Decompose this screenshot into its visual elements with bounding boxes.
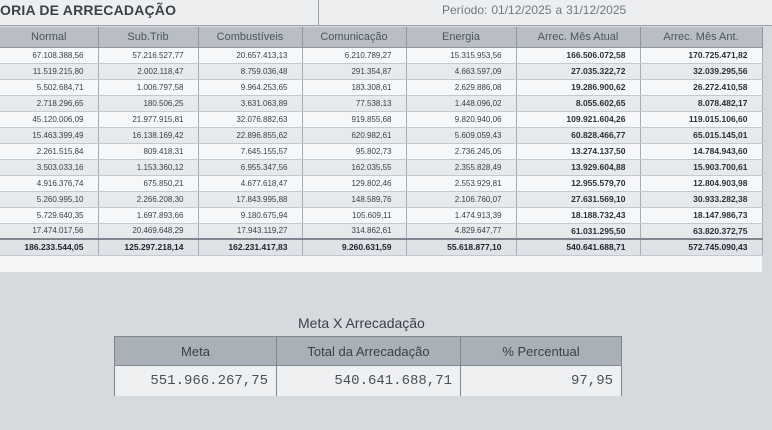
cell-normal: 2.718.296,65 [0,95,98,111]
cell-subtrib: 57.216.527,77 [98,47,198,63]
cell-combustiveis: 4.677.618,47 [198,175,302,191]
cell-combustiveis: 8.759.036,48 [198,63,302,79]
meta-title: Meta X Arrecadação [298,315,425,331]
cell-subtrib: 809.418,31 [98,143,198,159]
cell-subtrib: 675.850,21 [98,175,198,191]
column-header-combustiveis[interactable]: Combustíveis [198,27,302,47]
cell-energia: 5.609.059,43 [406,127,516,143]
cell-combustiveis: 20.657.413,13 [198,47,302,63]
cell-energia: 4.829.647,77 [406,223,516,239]
cell-arrec-mes-atual: 12.955.579,70 [516,175,640,191]
cell-subtrib: 20.469.648,29 [98,223,198,239]
cell-comunicacao: 77.538,13 [302,95,406,111]
meta-header-goal: Meta [115,337,277,366]
meta-header-total: Total da Arrecadação [277,337,461,366]
table-header-row [0,27,762,47]
cell-arrec-mes-atual: 19.286.900,62 [516,79,640,95]
cell-energia: 1.448.096,02 [406,95,516,111]
cell-combustiveis: 7.645.155,57 [198,143,302,159]
cell-subtrib: 1.153.360,12 [98,159,198,175]
table-row[interactable] [0,127,762,143]
table-row[interactable] [0,207,762,223]
cell-normal: 5.502.684,71 [0,79,98,95]
cell-arrec-mes-ant: 65.015.145,01 [640,127,762,143]
cell-comunicacao: 95.802,73 [302,143,406,159]
cell-subtrib: 180.506,25 [98,95,198,111]
cell-arrec-mes-ant: 63.820.372,75 [640,223,762,239]
cell-normal: 5.729.640,35 [0,207,98,223]
cell-arrec-mes-atual: 13.929.604,88 [516,159,640,175]
cell-normal: 2.261.515,84 [0,143,98,159]
column-header-comunicacao[interactable]: Comunicação [302,27,406,47]
cell-comunicacao: 148.589,76 [302,191,406,207]
cell-arrec-mes-atual: 27.035.322,72 [516,63,640,79]
table-row[interactable] [0,143,762,159]
cell-combustiveis: 22.896.855,62 [198,127,302,143]
cell-arrec-mes-ant: 119.015.106,60 [640,111,762,127]
report-title: ORIA DE ARRECADAÇÃO [0,2,177,18]
cell-normal: 5.260.995,10 [0,191,98,207]
total-combustiveis: 162.231.417,83 [198,239,302,255]
cell-subtrib: 2.002.118,47 [98,63,198,79]
column-header-energia[interactable]: Energia [406,27,516,47]
cell-arrec-mes-atual: 13.274.137,50 [516,143,640,159]
cell-normal: 67.108.388,56 [0,47,98,63]
total-energia: 55.618.877,10 [406,239,516,255]
cell-energia: 15.315.953,56 [406,47,516,63]
meta-comparison-table [114,336,622,396]
cell-comunicacao: 183.308,61 [302,79,406,95]
cell-arrec-mes-ant: 18.147.986,73 [640,207,762,223]
column-header-subtrib[interactable]: Sub.Trib [98,27,198,47]
table-row[interactable] [0,159,762,175]
cell-combustiveis: 17.943.119,27 [198,223,302,239]
meta-header-percent: % Percentual [461,337,621,366]
cell-normal: 17.474.017,56 [0,223,98,239]
total-comunicacao: 9.260.631,59 [302,239,406,255]
header-divider [318,0,319,26]
cell-arrec-mes-atual: 60.828.466,77 [516,127,640,143]
cell-arrec-mes-atual: 27.631.569,10 [516,191,640,207]
cell-comunicacao: 6.210.789,27 [302,47,406,63]
cell-subtrib: 1.006.797,58 [98,79,198,95]
meta-total-value: 540.641.688,71 [277,366,461,396]
cell-combustiveis: 3.631.063,89 [198,95,302,111]
cell-energia: 2.355.828,49 [406,159,516,175]
cell-comunicacao: 919.855,68 [302,111,406,127]
period-start: 01/12/2025 [491,3,552,17]
column-header-arrec-mes-atual[interactable]: Arrec. Mês Atual [516,27,640,47]
cell-combustiveis: 6.955.347,56 [198,159,302,175]
cell-subtrib: 16.138.169,42 [98,127,198,143]
cell-normal: 4.916.376,74 [0,175,98,191]
table-row[interactable] [0,79,762,95]
collection-grid [0,27,762,272]
cell-subtrib: 1.697.893,66 [98,207,198,223]
cell-arrec-mes-ant: 32.039.295,56 [640,63,762,79]
cell-comunicacao: 162.035,55 [302,159,406,175]
period-label: Período: [442,3,488,17]
cell-energia: 1.474.913,39 [406,207,516,223]
cell-combustiveis: 32.076.882,63 [198,111,302,127]
table-row[interactable] [0,223,762,239]
cell-arrec-mes-atual: 61.031.295,50 [516,223,640,239]
cell-arrec-mes-ant: 26.272.410,58 [640,79,762,95]
cell-comunicacao: 129.802,46 [302,175,406,191]
period-end: 31/12/2025 [566,3,627,17]
period-separator: a [555,3,563,17]
table-row[interactable] [0,95,762,111]
table-row[interactable] [0,63,762,79]
total-normal: 186.233.544,05 [0,239,98,255]
cell-arrec-mes-ant: 30.933.282,38 [640,191,762,207]
cell-arrec-mes-ant: 15.903.700,61 [640,159,762,175]
cell-energia: 4.663.597,09 [406,63,516,79]
cell-arrec-mes-atual: 109.921.604,26 [516,111,640,127]
cell-energia: 9.820.940,06 [406,111,516,127]
cell-arrec-mes-ant: 12.804.903,98 [640,175,762,191]
meta-percent-value: 97,95 [461,366,621,396]
totals-row [0,239,762,255]
cell-energia: 2.106.760,07 [406,191,516,207]
collection-table [0,27,763,256]
cell-energia: 2.629.886,08 [406,79,516,95]
column-header-arrec-mes-ant[interactable]: Arrec. Mês Ant. [640,27,762,47]
cell-comunicacao: 105.609,11 [302,207,406,223]
period-display [442,3,630,17]
table-row[interactable] [0,191,762,207]
cell-comunicacao: 291.354,87 [302,63,406,79]
table-body [0,47,762,255]
cell-arrec-mes-atual: 8.055.602,65 [516,95,640,111]
cell-energia: 2.736.245,05 [406,143,516,159]
total-arrec-mes-atual: 540.641.688,71 [516,239,640,255]
cell-combustiveis: 9.964.253,65 [198,79,302,95]
cell-comunicacao: 314.862,61 [302,223,406,239]
cell-subtrib: 2.266.208,30 [98,191,198,207]
cell-combustiveis: 17.843.995,88 [198,191,302,207]
cell-arrec-mes-ant: 8.078.482,17 [640,95,762,111]
cell-normal: 15.463.399,49 [0,127,98,143]
cell-normal: 3.503.033,16 [0,159,98,175]
column-header-normal[interactable]: Normal [0,27,98,47]
cell-subtrib: 21.977.915,81 [98,111,198,127]
cell-normal: 11.519.215,80 [0,63,98,79]
report-header [0,0,772,26]
cell-energia: 2.553.929,81 [406,175,516,191]
table-row[interactable] [0,111,762,127]
table-row[interactable] [0,175,762,191]
cell-arrec-mes-atual: 18.188.732,43 [516,207,640,223]
cell-normal: 45.120.006,09 [0,111,98,127]
table-row[interactable] [0,47,762,63]
total-subtrib: 125.297.218,14 [98,239,198,255]
cell-comunicacao: 620.982,61 [302,127,406,143]
total-arrec-mes-ant: 572.745.090,43 [640,239,762,255]
cell-combustiveis: 9.180.675,94 [198,207,302,223]
cell-arrec-mes-ant: 170.725.471,82 [640,47,762,63]
meta-goal-value: 551.966.267,75 [115,366,277,396]
cell-arrec-mes-atual: 166.506.072,58 [516,47,640,63]
cell-arrec-mes-ant: 14.784.943,60 [640,143,762,159]
